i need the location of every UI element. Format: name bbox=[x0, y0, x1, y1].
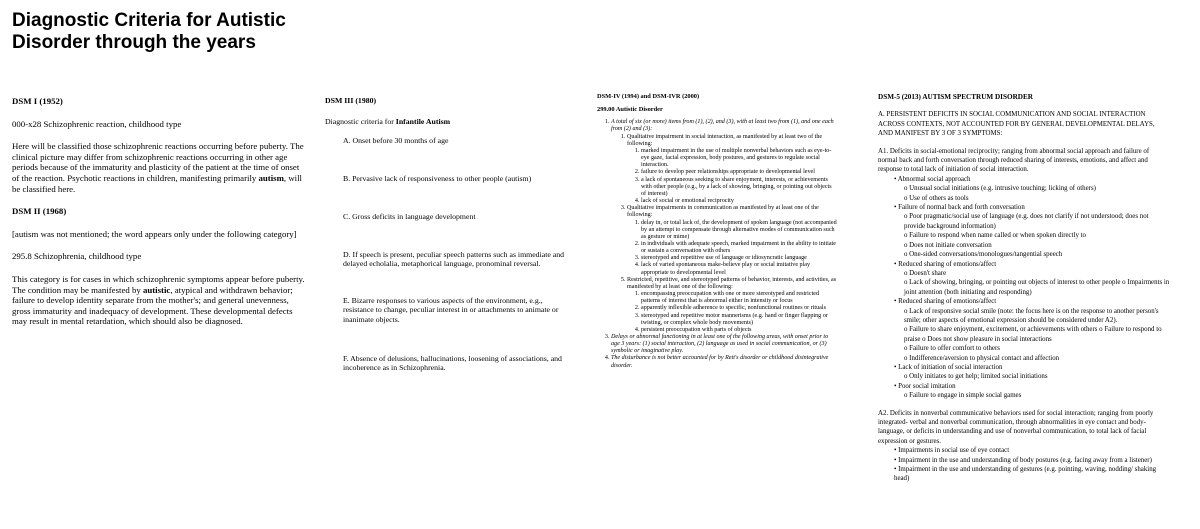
list-item: 1. Qualitative impairment in social interaction, as manifested by at least two of the following: 1. marked impairment in the use of multiple nonverbal behaviors such as eye-to-eye gaze, facial expression, body postures, and gestures to regulate social interaction. 2. failure to develop peer relationships appropriate to developmental level 3. a lack of spontaneous seeking to share enjoyment, interests, or achievements with other people (e.g., by a lack of showing, bringing, or pointing out objects of interest) 4. lack of social or emotional reciprocity bbox=[627, 134, 837, 206]
list-item: 2. failure to develop peer relationships appropriate to developmental level bbox=[641, 169, 837, 176]
list-item: o Indifference/aversion to physical contact and affection bbox=[904, 354, 1060, 362]
dsm5-a2: A2. Deficits in nonverbal communicative behaviors used for social interaction; ranging from poorly integrated- verbal and nonverbal communication, through abnormalities in eye contact and body-language, or deficits in understanding and use of nonverbal communication, to total lack of facial expression or gestures. bbox=[878, 409, 1154, 445]
list-item: • Abnormal social approach bbox=[894, 175, 971, 183]
list-item: o Failure to engage in simple social games bbox=[904, 392, 1022, 400]
list-item: • Reduced sharing of emotions/affect bbox=[894, 298, 997, 306]
list-item: o Failure to respond when name called or when spoken directly to bbox=[904, 232, 1086, 240]
dsm2-code: 295.8 Schizophrenia, childhood type bbox=[12, 251, 142, 262]
dsm-3-column bbox=[325, 96, 570, 373]
list-item: 3. stereotyped and repetitive motor mannerisms (e.g. hand or finger flapping or twisting, or complex whole body movements) bbox=[641, 313, 837, 327]
dsm3-heading: DSM III (1980) bbox=[325, 96, 377, 105]
list-item: 3. Qualitative impairments in communication as manifested by at least one of the following: 1. delay in, or total lack of, the development of spoken language (not accompanied by an attempt to compensate through alternative modes of communication such as gesture or mime) 2. in individuals with adequate speech, marked impairment in the ability to initiate or sustain a conversation with others 3. stereotyped and repetitive use of language or idiosyncratic language 4. lack of varied spontaneous make-believe play or social imitative play appropriate to developmental level bbox=[627, 205, 837, 277]
dsm-4-column bbox=[597, 93, 837, 370]
dsm3-criterion-a: A. Onset before 30 months of age bbox=[343, 136, 449, 145]
dsm3-criterion-b: B. Pervasive lack of responsiveness to other people (autism) bbox=[343, 174, 532, 183]
list-item: 1. marked impairment in the use of multiple nonverbal behaviors such as eye-to-eye gaze, facial expression, body postures, and gestures to regulate social interaction. bbox=[641, 148, 837, 169]
list-item: o Failure to offer comfort to others bbox=[904, 345, 1000, 353]
dsm3-criterion-e: E. Bizarre responses to various aspects of the environment, e.g., resistance to change, peculiar interest in or attachments to animate or inanimate objects. bbox=[343, 296, 559, 324]
dsm2-heading: DSM II (1968) bbox=[12, 206, 67, 217]
list-item: 3. a lack of spontaneous seeking to share enjoyment, interests, or achievements with other people (e.g., by a lack of showing, bringing, or pointing out objects of interest) bbox=[641, 177, 837, 198]
dsm5-a1: A1. Deficits in social-emotional reciprocity; ranging from abnormal social approach and failure of normal back and forth conversation through reduced sharing of interests, emotions, and affect and response to total lack of initiation of social interaction. bbox=[878, 147, 1150, 174]
list-item: • Impairment in the use and understanding of body postures (e.g. facing away from a listener) bbox=[894, 456, 1152, 464]
list-item: o Lack of showing, bringing, or pointing out objects of interest to other people o Impairments in joint attention (both initiating and responding) bbox=[904, 279, 1170, 296]
list-item: o Doesn't share bbox=[904, 269, 947, 277]
dsm3-criterion-d: D. If speech is present, peculiar speech patterns such as immediate and delayed echolalia, metaphorical language, pronominal reversal. bbox=[343, 250, 565, 269]
dsm-5-column bbox=[878, 93, 1170, 484]
dsm5-section-a: A. PERSISTENT DEFICITS IN SOCIAL COMMUNICATION AND SOCIAL INTERACTION ACROSS CONTEXTS, NOT ACCOUNTED FOR BY GENERAL DEVELOPMENTAL DELAYS, AND MANIFEST BY 3 OF 3 SYMPTOMS: bbox=[878, 111, 1155, 138]
dsm3-criterion-f: F. Absence of delusions, hallucinations, loosening of associations, and incoherence as in Schizophrenia. bbox=[343, 354, 562, 373]
dsm5-heading: DSM-5 (2013) AUTISM SPECTRUM DISORDER bbox=[878, 93, 1033, 101]
list-item: 1. A total of six (or more) items from (1), (2), and (3), with at least two from (1), and one each from (2) and (3): 1. Qualitative impairment in social interaction, as manifested by at least two of the following: 1. marked impairment in the use of multiple nonverbal behaviors such as eye-to-eye gaze, facial expression, body postures, and gestures to regulate social interaction. 2. failure to develop peer relationships appropriate to developmental level 3. a lack of spontaneous seeking to share enjoyment, interests, or achievements with other people (e.g., by a lack of showing, bringing, or pointing out objects of interest) 4. lack of social or emotional reciprocity 3. Qualitative impairments in communication as manifested by at least one of the following: 1. delay in, or total lack of, the development of spoken language (not accompanied by an attempt to compensate through alternative modes of communication such as gesture or mime) 2. in individuals with adequate speech, marked impairment in the ability to initiate or sustain a conversation with others 3. stereotyped and repetitive use of language or idiosyncratic language 4. lack of varied spontaneous make-believe play or social imitative play appropriate to developmental level 5. Restricted, repetitive, and stereotyped patterns of behavior, interests, and activities, as manifested by at least one of the following: 1. encompassing preoccupation with one or more stereotyped and restricted patterns of interest that is abnormal either in intensity or focus 2. apparently inflexible adherence to specific, nonfunctional routines or rituals 3. stereotyped and repetitive motor mannerisms (e.g. hand or finger flapping or twisting, or complex whole body movements) 4. persistent preoccupation with parts of objects bbox=[611, 119, 837, 334]
dsm2-note: [autism was not mentioned; the word appears only under the following category] bbox=[12, 228, 297, 239]
list-item: o Poor pragmatic/social use of language (e.g. does not clarify if not understood; does not provide background information) bbox=[904, 213, 1149, 230]
list-item: 4. lack of social or emotional reciprocity bbox=[641, 198, 837, 205]
dsm3-criterion-c: C. Gross deficits in language development bbox=[343, 212, 476, 221]
list-item: 1. encompassing preoccupation with one or more stereotyped and restricted patterns of interest that is abnormal either in intensity or focus bbox=[641, 291, 837, 305]
list-item: 2. in individuals with adequate speech, marked impairment in the ability to initiate or sustain a conversation with others bbox=[641, 241, 837, 255]
list-item: o Does not initiate conversation bbox=[904, 241, 992, 249]
list-item: 3. stereotyped and repetitive use of language or idiosyncratic language bbox=[641, 255, 837, 262]
list-item: 4. lack of varied spontaneous make-believe play or social imitative play appropriate to developmental level bbox=[641, 262, 837, 276]
list-item: 3. Delays or abnormal functioning in at least one of the following areas, with onset prior to age 3 years: (1) social interaction, (2) language as used in social communication, or (3) symbolic or imaginative play. bbox=[611, 334, 837, 355]
list-item: 1. delay in, or total lack of, the development of spoken language (not accompanied by an attempt to compensate through alternative modes of communication such as gesture or mime) bbox=[641, 220, 837, 241]
dsm5-a1-list bbox=[878, 175, 1170, 401]
list-item: • Reduced sharing of emotions/affect bbox=[894, 260, 997, 268]
dsm1-heading: DSM I (1952) bbox=[12, 96, 63, 106]
dsm2-description: This category is for cases in which schizophrenic symptoms appear before puberty. The condition may be manifested by autistic, atypical and withdrawn behavior; failure to develop identity separate from the mother's; and general unevenness, gross immaturity and inadequacy of development. These developmental defects may result in mental retardation, which should also be diagnosed. bbox=[12, 273, 305, 327]
list-item: • Impairment in the use and understanding of gestures (e.g. pointing, waving, nodding/ shaking head) bbox=[894, 466, 1157, 483]
page-title: Diagnostic Criteria for Autistic Disorder through the years bbox=[12, 10, 286, 53]
list-item: • Poor social imitation bbox=[894, 382, 956, 390]
list-item: o Only initiates to get help; limited social initiations bbox=[904, 373, 1048, 381]
list-item: • Impairments in social use of eye contact bbox=[894, 447, 1010, 455]
list-item: • Failure of normal back and forth conversation bbox=[894, 204, 1025, 212]
list-item: 4. persistent preoccupation with parts of objects bbox=[641, 327, 837, 334]
dsm1-code: 000-x28 Schizophrenic reaction, childhood type bbox=[12, 118, 182, 129]
list-item: 5. Restricted, repetitive, and stereotyped patterns of behavior, interests, and activities, as manifested by at least one of the following: 1. encompassing preoccupation with one or more stereotyped and restricted patterns of interest that is abnormal either in intensity or focus 2. apparently inflexible adherence to specific, nonfunctional routines or rituals 3. stereotyped and repetitive motor mannerisms (e.g. hand or finger flapping or twisting, or complex whole body movements) 4. persistent preoccupation with parts of objects bbox=[627, 277, 837, 334]
list-item: 4. The disturbance is not better accounted for by Rett's disorder or childhood disintegrative disorder. bbox=[611, 355, 837, 369]
list-item: o Unusual social initiations (e.g. intrusive touching; licking of others) bbox=[904, 185, 1096, 193]
dsm5-a2-list bbox=[878, 446, 1170, 484]
dsm1-description: Here will be classified those schizophrenic reactions occurring before puberty. The clinical picture may differ from schizophrenic reactions occurring in other age periods because of the immaturity and plasticity of the patient at the time of onset of the reaction. Psychotic reactions in children, manifesting primarily autism, will be classified here. bbox=[12, 141, 304, 194]
dsm3-intro: Diagnostic criteria for Infantile Autism bbox=[325, 117, 451, 127]
dsm4-criteria-list bbox=[597, 119, 837, 369]
list-item: o Use of others as tools bbox=[904, 194, 969, 202]
dsm4-heading: DSM-IV (1994) and DSM-IVR (2000) bbox=[597, 93, 700, 100]
list-item: 2. apparently inflexible adherence to specific, nonfunctional routines or rituals bbox=[641, 305, 837, 312]
dsm4-subheading: 299.00 Autistic Disorder bbox=[597, 106, 663, 114]
dsm-1-2-column bbox=[12, 96, 305, 327]
list-item: o Failure to share enjoyment, excitement, or achievements with others o Failure to respond to praise o Does not show pleasure in social interactions bbox=[904, 326, 1162, 343]
list-item: o One-sided conversations/monologues/tangential speech bbox=[904, 251, 1063, 259]
list-item: • Lack of initiation of social interaction bbox=[894, 363, 1003, 371]
list-item: o Lack of responsive social smile (note: the focus here is on the response to another person's smile; other aspects of emotional expression should be considered under A2). bbox=[904, 307, 1159, 324]
